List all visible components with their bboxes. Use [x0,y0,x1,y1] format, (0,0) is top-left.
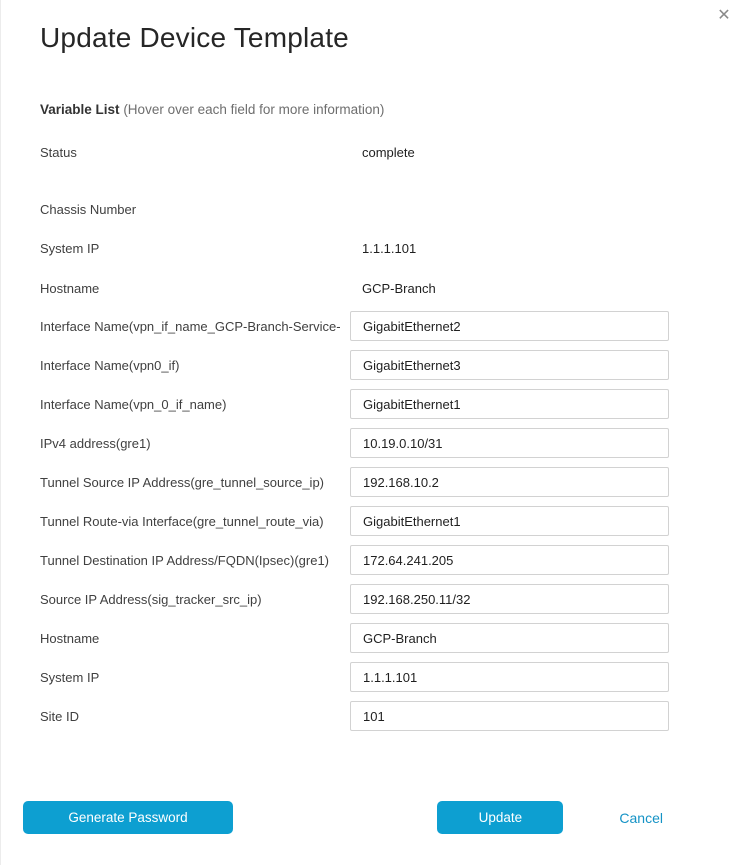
static-row-status [40,144,669,161]
variable-list-note: (Hover over each field for more information) [123,102,385,117]
form-row-tunnel-route-via [40,506,669,536]
field-label: Status [40,145,77,160]
variable-form [40,144,669,731]
field-label: Interface Name(vpn_0_if_name) [40,396,227,412]
field-label: Tunnel Route-via Interface(gre_tunnel_route_via) [40,513,324,529]
system-ip-input[interactable] [350,662,669,692]
ipv4-address-gre1-input[interactable] [350,428,669,458]
input-rows [40,311,669,731]
interface-name-vpn0-if-input[interactable] [350,350,669,380]
form-row-tunnel-source-ip [40,467,669,497]
close-icon[interactable]: ✕ [717,7,731,24]
field-label: Source IP Address(sig_tracker_src_ip) [40,591,262,607]
form-row-tunnel-destination [40,545,669,575]
field-label: Chassis Number [40,202,137,217]
field-label: Interface Name(vpn0_if) [40,357,180,373]
form-row-hostname [40,623,669,653]
form-row-source-ip-tracker [40,584,669,614]
static-row-chassis-number [40,201,669,218]
form-row-interface-name-vpn-0-if-name [40,389,669,419]
field-label: System IP [40,241,100,256]
variable-list-heading [40,101,752,118]
field-label: Tunnel Destination IP Address/FQDN(Ipsec)(gre1) [40,552,330,568]
field-value: complete [362,145,415,160]
site-id-input[interactable] [350,701,669,731]
update-button[interactable]: Update [437,801,563,834]
form-row-interface-name-service [40,311,669,341]
source-ip-tracker-input[interactable] [350,584,669,614]
form-row-site-id [40,701,669,731]
field-label: Tunnel Source IP Address(gre_tunnel_source_ip) [40,474,325,490]
cancel-button[interactable]: Cancel [619,809,663,826]
dialog-title: Update Device Template [40,22,349,53]
tunnel-route-via-input[interactable] [350,506,669,536]
interface-name-service-input[interactable] [350,311,669,341]
form-row-interface-name-vpn0-if [40,350,669,380]
field-value: GCP-Branch [362,281,436,296]
field-label: IPv4 address(gre1) [40,435,151,451]
interface-name-vpn-0-if-name-input[interactable] [350,389,669,419]
field-label: Site ID [40,708,80,724]
hostname-input[interactable] [350,623,669,653]
form-row-ipv4-address-gre1 [40,428,669,458]
tunnel-destination-input[interactable] [350,545,669,575]
field-label: Interface Name(vpn_if_name_GCP-Branch-Service- [40,318,341,334]
form-row-system-ip [40,662,669,692]
field-label: Hostname [40,281,100,296]
field-label: System IP [40,669,100,685]
static-row-system-ip [40,240,669,257]
field-value: 1.1.1.101 [362,241,417,256]
variable-list-label: Variable List [40,102,120,117]
tunnel-source-ip-input[interactable] [350,467,669,497]
field-label: Hostname [40,630,100,646]
dialog-footer [23,801,663,834]
generate-password-button[interactable]: Generate Password [23,801,233,834]
static-row-hostname [40,280,669,297]
